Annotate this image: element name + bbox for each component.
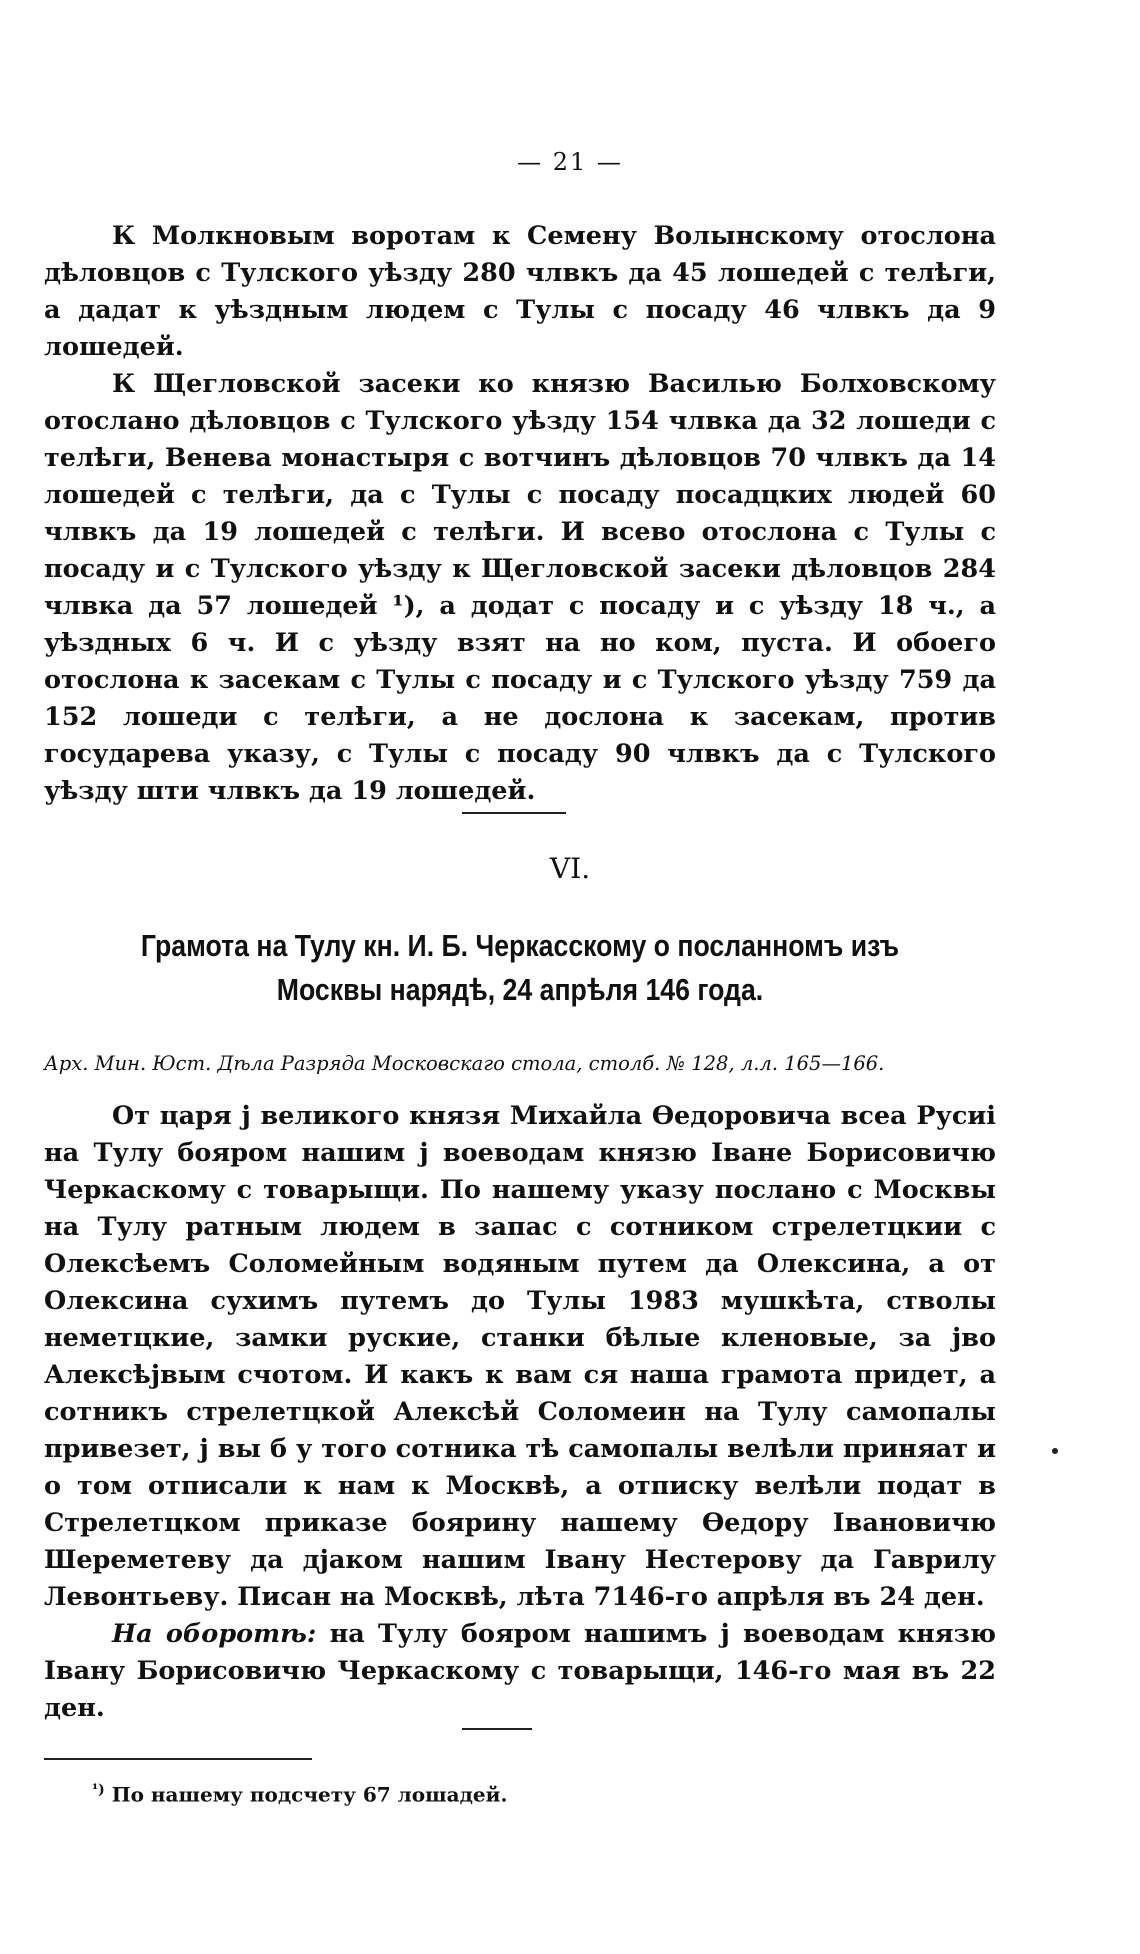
document-title-line-2: Москвы нарядѣ, 24 апрѣля 146 года.: [276, 972, 764, 1007]
paragraph: К Молкновым воротам к Семену Волынскому отослона дѣловцов с Тулского уѣзду 280 члвкъ да 45 лошедей с телѣги, а дадат к уѣздным людем с Тулы с посаду 46 члвкъ да 9 лошедей.: [44, 221, 996, 362]
section-number: VI.: [549, 852, 591, 885]
verso-text: на Тулу бояром нашимъ ј воеводам князю Івану Борисовичю Черкаскому с товарыщи, 146-го мая въ 22 ден.: [44, 1619, 996, 1723]
document-title: [107, 924, 933, 1012]
verso-paragraph: [44, 1616, 996, 1727]
document-title-line-1: Грамота на Тулу кн. И. Б. Черкасскому о посланномъ изъ: [140, 928, 900, 963]
margin-mark: [1052, 1448, 1058, 1454]
footnote-marker: ¹): [92, 1782, 105, 1798]
page-number: — 21 —: [517, 148, 623, 176]
footnote-separator: [44, 1758, 312, 1760]
footnote: [92, 1782, 892, 1807]
text-block-1: [44, 218, 996, 810]
footnote-text: По нашему подсчету 67 лошадей.: [104, 1782, 508, 1807]
end-divider: [462, 1728, 532, 1730]
verso-label: На оборотѣ:: [112, 1619, 317, 1649]
paragraph: К Щегловской засеки ко князю Василью Болховскому отослано дѣловцов с Тулского уѣзду 154 члвка да 32 лошеди с телѣги, Венева монастыря с вотчинъ дѣловцов 70 члвкъ да 14 лошедей с телѣги, да с Тулы с посаду посадцких людей 60 члвкъ да 19 лошедей с телѣги. И всево отослона с Тулы с посаду и с Тулского уѣзду к Щегловской засеки дѣловцов 284 члвка да 57 лошедей ¹), а додат с посаду и с уѣзду 18 ч., а уѣздных 6 ч. И с уѣзду взят на но ком, пуста. И обоего отослона к засекам с Тулы с посаду и с Тулского уѣзду 759 да 152 лошеди с телѣги, а не дослона к засекам, против государева указу, с Тулы с посаду 90 члвкъ да с Тулского уѣзду шти члвкъ да 19 лошедей.: [44, 369, 996, 806]
section-divider: [462, 812, 566, 814]
paragraph: От царя ј великого князя Михайла Ѳедоровича всеа Русиі на Тулу бояром нашим ј воеводам князю Іване Борисовичю Черкаскому с товарыщи. По нашему указу послано с Москвы на Тулу ратным людем в запас с сотником стрелетцкии с Олексѣемъ Соломейным водяным путем да Олексина, а от Олексина сухимъ путемъ до Тулы 1983 мушкѣта, стволы неметцкие, замки руские, станки бѣлые кленовые, за јво Алексѣјвым счотом. И какъ к вам ся наша грамота придет, а сотникъ стрелетцкой Алексѣй Соломеин на Тулу самопалы привезет, ј вы б у того сотника тѣ самопалы велѣли приняат и о том отписали к нам к Москвѣ, а отписку велѣли подат в Стрелетцком приказе боярину нашему Ѳедору Івановичю Шереметеву да дјаком нашим Івану Нестерову да Гаврилу Левонтьеву. Писан на Москвѣ, лѣта 7146-го апрѣля въ 24 ден.: [44, 1101, 996, 1612]
archive-reference: Арх. Мин. Юст. Дѣла Разряда Московскаго стола, столб. № 128, л.л. 165—166.: [44, 1052, 885, 1075]
text-block-2: [44, 1098, 996, 1727]
